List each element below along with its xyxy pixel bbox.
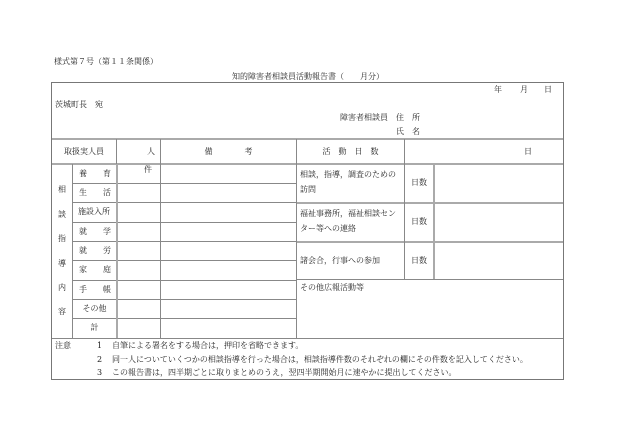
activity-meeting-days-label: 日数	[411, 255, 427, 265]
count-unit: 件	[144, 165, 152, 174]
activity-contact-line1: 福祉事務所，福祉相談セン	[300, 209, 396, 218]
date-day: 日	[544, 85, 552, 94]
other-pr-input[interactable]	[298, 295, 562, 337]
row-schooling: 就 学	[79, 226, 111, 236]
handled-count-label: 取扱実人員	[64, 146, 104, 156]
activity-visit-days-label: 日数	[411, 178, 427, 187]
category-char: 談	[58, 210, 66, 219]
reporter-role: 障害者相談員	[340, 113, 388, 122]
activity-visit-line1: 相談，指導，調査のための	[300, 170, 396, 179]
category-char: 相	[58, 185, 66, 194]
category-char: 内	[58, 283, 66, 292]
row-family: 家 庭	[79, 265, 111, 274]
handled-count-input[interactable]	[117, 140, 145, 162]
note-number: 3	[97, 368, 103, 377]
name-field[interactable]	[420, 124, 550, 137]
row-total: 計	[90, 323, 99, 332]
activity-meeting-label: 諸会合，行事への参加	[300, 255, 380, 265]
row-facility: 施設入所	[78, 207, 110, 216]
note-text: 自筆による署名をする場合は，押印を省略できます。	[112, 341, 304, 350]
row-nurturing: 養 育	[79, 168, 111, 178]
note-number: 1	[97, 341, 103, 350]
address-field[interactable]	[420, 110, 550, 123]
notes-label: 注意	[55, 341, 71, 350]
name-label: 氏 名	[396, 127, 420, 136]
document-title: 知的障害者相談員活動報告書（ 月分）	[232, 72, 384, 81]
form-number: 様式第７号（第１１条関係）	[54, 57, 158, 66]
note-number: 2	[97, 355, 103, 364]
addressee: 茨城町長 宛	[55, 100, 103, 109]
address-label: 住 所	[396, 113, 420, 122]
days-unit: 日	[524, 146, 532, 156]
activity-contact-line2: ター等への連絡	[300, 224, 356, 233]
activity-visit-line2: 訪問	[300, 185, 316, 194]
date-month: 月	[520, 85, 528, 94]
activity-visit-days-input[interactable]	[435, 165, 562, 201]
category-char: 導	[58, 259, 66, 268]
persons-unit: 人	[147, 146, 155, 156]
category-char: 容	[58, 307, 66, 316]
activity-meeting-days-input[interactable]	[435, 243, 562, 278]
activity-days-input[interactable]	[406, 140, 516, 162]
note-text: この報告書は，四半期ごとに取りまとめのうえ，翌四半期開始月に速やかに提出してください。	[112, 368, 457, 377]
row-employment: 就 労	[79, 245, 111, 255]
activity-contact-days-label: 日数	[411, 217, 427, 226]
other-pr-label: その他広報活動等	[300, 283, 364, 292]
remarks-input[interactable]	[162, 165, 295, 337]
row-living: 生 活	[79, 187, 111, 197]
row-other: その他	[82, 303, 107, 313]
count-input-nurturing[interactable]	[117, 175, 159, 182]
category-char: 指	[58, 234, 66, 243]
note-text: 同一人についていくつかの相談指導を行った場合は，相談指導件数のそれぞれの欄にその件数を記入してください。	[112, 355, 528, 364]
remarks-header: 備 考	[204, 146, 253, 156]
activity-contact-days-input[interactable]	[435, 204, 562, 240]
date-year: 年	[494, 85, 502, 94]
row-handbook: 手 帳	[79, 284, 111, 294]
activity-days-header: 活 動 日 数	[322, 146, 379, 156]
